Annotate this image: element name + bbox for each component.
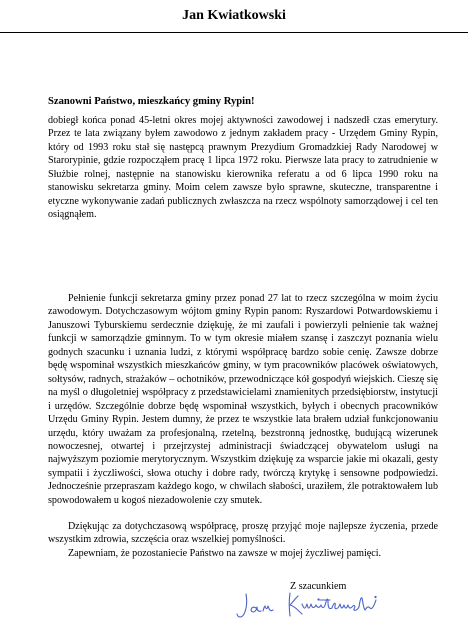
author-name-header: Jan Kwiatkowski	[182, 8, 286, 23]
paragraph-3: Dziękując za dotychczasową współpracę, proszę przyjąć moje najlepsze życzenia, przede wszystkim zdrowia, szczęścia oraz wszelkiej pomyślności.	[48, 521, 438, 546]
closing-phrase: Z szacunkiem	[290, 581, 347, 592]
paragraph-1: dobiegł końca ponad 45-letni okres mojej aktywności zawodowej i nadszedł czas emerytury. Przez te lata związany byłem zawodowo z jednym zakładem pracy - Urzędem Gminy Rypin, który od 1993 roku stał się następcą prawnym Prezydium Gromadzkiej Rady Narodowej w Starorypinie, gdzie rozpocząłem pracę 1 lipca 1972 roku. Pierwsze lata pracy to zatrudnienie w Służbie rolnej, następnie na stanowisku kierownika referatu a od 6 lipca 1990 roku na stanowisku sekretarza gminy. Moim celem zawsze było sprawne, skuteczne, transparentne i etyczne wykonywanie zadań publicznych zwłaszcza na rzecz wspólnoty samorządowej i cel ten osiągnąłem.	[48, 115, 438, 221]
header-rule	[0, 32, 468, 33]
handwritten-signature	[232, 590, 402, 622]
paragraph-2: Pełnienie funkcji sekretarza gminy przez ponad 27 lat to rzecz szczególna w moim życiu zawodowym. Dotychczasowym wójtom gminy Rypin panom: Ryszardowi Potwardowskiemu i Januszowi Tyburskiemu serdecznie dziękuję, że mi zaufali i powierzyli pełnienie tak ważnej funkcji w samorządzie gminnym. To w tym okresie miałem szansę i zaszczyt poznania wielu godnych szacunku i uznania ludzi, z którymi współpracę bardzo sobie cenię. Zawsze dobrze będę wspominał wszystkich mieszkańców gminy, w tym pracowników placówek oświatowych, sołtysów, radnych, strażaków – ochotników, przewodniczące kół gospodyń wiejskich. Cieszę się na myśl o długoletniej współpracy z przedstawicielami znamienitych przedsiębiorstw, instytucji i urzędów. Szczególnie dobrze będę wspominał wszystkich, byłych i obecnych pracowników Urzędu Gminy Rypin. Jestem dumny, że przez te wszystkie lata brałem udział funkcjonowaniu urzędu, który uważam za profesjonalną, rzetelną, bezstronną jednostkę, budującą wizerunek nowoczesnej, otwartej i przejrzystej administracji świadczącej obywatelom usługi na najwyższym poziomie merytorycznym. Wszystkim dziękuję za wsparcie jakie mi okazali, gesty sympatii i życzliwości, słowa otuchy i dobre rady, twórczą krytykę i sensowne podpowiedzi. Jednocześnie przepraszam każdego kogo, w chwilach słabości, uraziłem, źle potraktowałem lub spowodowałem u kogoś niezadowolenie czy smutek.	[48, 293, 439, 506]
paragraph-4: Zapewniam, że pozostaniecie Państwo na zawsze w mojej życzliwej pamięci.	[68, 548, 382, 559]
salutation: Szanowni Państwo, mieszkańcy gminy Rypin!	[48, 96, 255, 107]
